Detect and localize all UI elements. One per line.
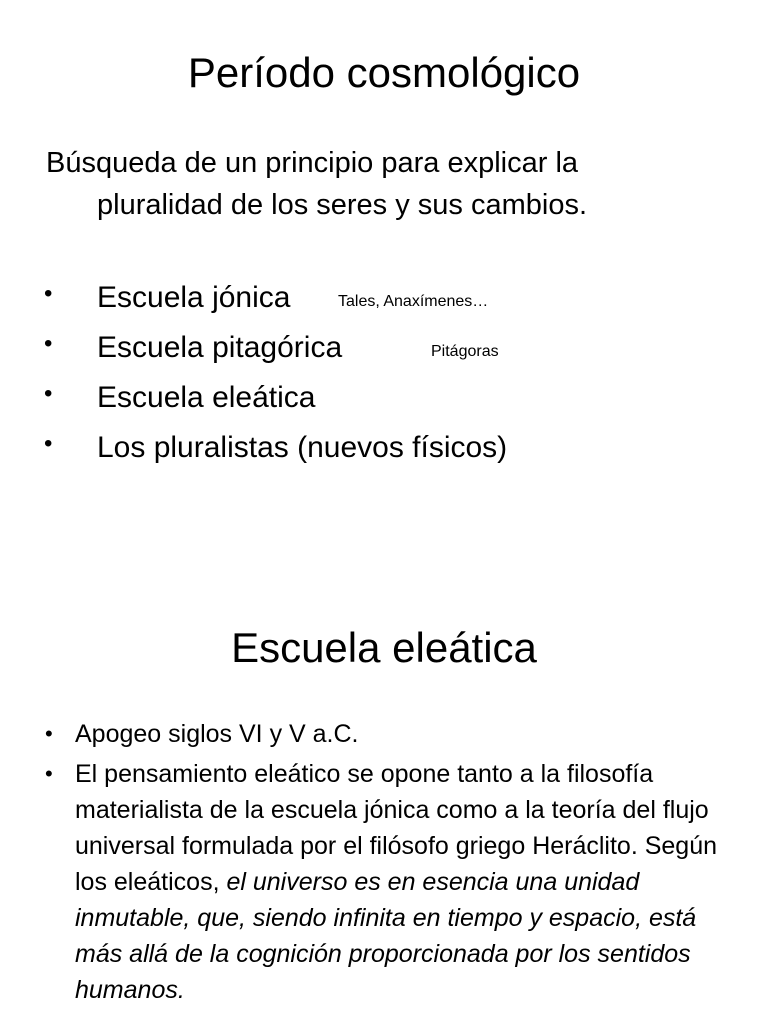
bullet-icon: • [44, 280, 53, 307]
bullet-icon: • [45, 721, 53, 746]
bullet-icon: • [44, 430, 53, 457]
bullet-icon: • [45, 761, 53, 786]
slide-title: Escuela eleática [231, 624, 537, 671]
bullet-icon: • [44, 330, 53, 357]
school-label: Escuela pitagórica [97, 331, 343, 364]
point-text: El pensamiento eleático se opone tanto a la filosofía materialista de la escuela jónica como a la teoría del flujo universal formulada por el filósofo griego Heráclito. Según los eleáticos, [75, 760, 718, 896]
school-note: Pitágoras [431, 343, 499, 360]
lead-paragraph [46, 142, 746, 226]
slide-escuela-eleatica [0, 512, 768, 1024]
lead-line-2: pluralidad de los seres y sus cambios. [97, 189, 588, 221]
lead-line-1: Búsqueda de un principio para explicar la [46, 147, 579, 179]
list-item-pensamiento [0, 756, 768, 1008]
school-label: Escuela eleática [97, 381, 316, 414]
school-label: Escuela jónica [97, 281, 291, 314]
slide-title: Período cosmológico [187, 49, 581, 96]
points-list [0, 716, 768, 1012]
bullet-icon: • [44, 380, 53, 407]
school-note: Tales, Anaxímenes… [338, 293, 489, 310]
list-item-apogeo [0, 716, 768, 752]
school-label: Los pluralistas (nuevos físicos) [97, 431, 508, 464]
point-text: Apogeo siglos VI y V a.C. [75, 720, 359, 748]
point-text-italic: el universo es en esencia una unidad inmutable, que, siendo infinita en tiempo y espacio, está más allá de la cognición proporcionada por los sentidos humanos. [75, 868, 697, 1004]
